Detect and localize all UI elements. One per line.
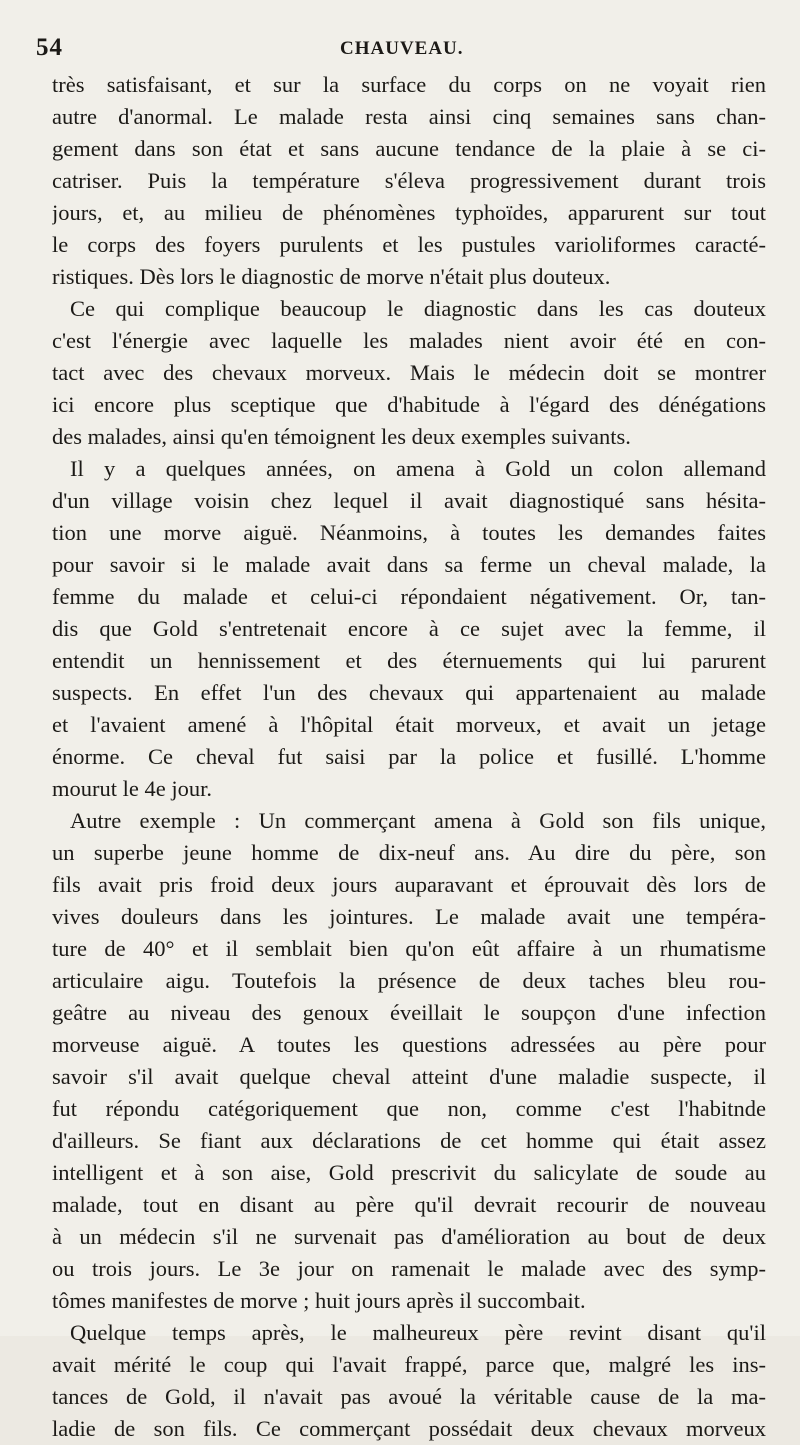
text-line: le corps des foyers purulents et les pustules varioliformes caracté- [52, 232, 766, 257]
text-line: Quelque temps après, le malheureux père revint disant qu'il [70, 1320, 766, 1345]
text-line: un superbe jeune homme de dix-neuf ans. Au dire du père, son [52, 840, 766, 865]
text-line: ture de 40° et il semblait bien qu'on eût affaire à un rhumatisme [52, 936, 766, 961]
text-line: tion une morve aiguë. Néanmoins, à toutes les demandes faites [52, 520, 766, 545]
text-line: entendit un hennissement et des éternuements qui lui parurent [52, 648, 766, 673]
running-head [34, 30, 766, 64]
text-line: tact avec des chevaux morveux. Mais le médecin doit se montrer [52, 360, 766, 385]
text-line: énorme. Ce cheval fut saisi par la police et fusillé. L'homme [52, 744, 766, 769]
text-line: avait mérité le coup qui l'avait frappé, parce que, malgré les ins- [52, 1352, 766, 1377]
text-line: gement dans son état et sans aucune tendance de la plaie à se ci- [52, 136, 766, 161]
text-line: morveuse aiguë. A toutes les questions adressées au père pour [52, 1032, 766, 1057]
text-line: ici encore plus sceptique que d'habitude à l'égard des dénégations [52, 392, 766, 417]
text-line: c'est l'énergie avec laquelle les malades nient avoir été en con- [52, 328, 766, 353]
text-line: savoir s'il avait quelque cheval atteint d'une maladie suspecte, il [52, 1064, 766, 1089]
text-line: des malades, ainsi qu'en témoignent les deux exemples suivants. [52, 424, 631, 449]
text-line: ladie de son fils. Ce commerçant possédait deux chevaux morveux [52, 1416, 766, 1441]
text-line: fils avait pris froid deux jours auparavant et éprouvait dès lors de [52, 872, 766, 897]
text-line: geâtre au niveau des genoux éveillait le soupçon d'une infection [52, 1000, 766, 1025]
text-line: à un médecin s'il ne survenait pas d'amélioration au bout de deux [52, 1224, 766, 1249]
text-line: intelligent et à son aise, Gold prescrivit du salicylate de soude au [52, 1160, 766, 1185]
text-line: malade, tout en disant au père qu'il devrait recourir de nouveau [52, 1192, 766, 1217]
text-line: fut répondu catégoriquement que non, comme c'est l'habitnde [52, 1096, 766, 1121]
text-line: autre d'anormal. Le malade resta ainsi cinq semaines sans chan- [52, 104, 766, 129]
text-line: suspects. En effet l'un des chevaux qui appartenaient au malade [52, 680, 766, 705]
text-line: Ce qui complique beaucoup le diagnostic dans les cas douteux [70, 296, 766, 321]
text-line: dis que Gold s'entretenait encore à ce sujet avec la femme, il [52, 616, 766, 641]
text-line: très satisfaisant, et sur la surface du corps on ne voyait rien [52, 72, 766, 97]
text-line: vives douleurs dans les jointures. Le malade avait une tempéra- [52, 904, 766, 929]
text-line: mourut le 4e jour. [52, 776, 212, 801]
text-line: femme du malade et celui-ci répondaient négativement. Or, tan- [52, 584, 766, 609]
running-title: CHAUVEAU. [340, 38, 464, 59]
page-number: 54 [36, 34, 63, 61]
text-line: catriser. Puis la température s'éleva progressivement durant trois [52, 168, 766, 193]
text-line: pour savoir si le malade avait dans sa ferme un cheval malade, la [52, 552, 766, 577]
text-line: tances de Gold, il n'avait pas avoué la véritable cause de la ma- [52, 1384, 766, 1409]
text-line: d'un village voisin chez lequel il avait diagnostiqué sans hésita- [52, 488, 766, 513]
text-line: Il y a quelques années, on amena à Gold un colon allemand [70, 456, 766, 481]
text-line: tômes manifestes de morve ; huit jours après il succombait. [52, 1288, 586, 1313]
text-line: articulaire aigu. Toutefois la présence de deux taches bleu rou- [52, 968, 766, 993]
text-line: jours, et, au milieu de phénomènes typhoïdes, apparurent sur tout [52, 200, 766, 225]
body-text [52, 69, 766, 1445]
text-line: Autre exemple : Un commerçant amena à Gold son fils unique, [70, 808, 766, 833]
text-line: ristiques. Dès lors le diagnostic de morve n'était plus douteux. [52, 264, 611, 289]
text-line: ou trois jours. Le 3e jour on ramenait le malade avec des symp- [52, 1256, 766, 1281]
text-line: d'ailleurs. Se fiant aux déclarations de cet homme qui était assez [52, 1128, 766, 1153]
text-line: et l'avaient amené à l'hôpital était morveux, et avait un jetage [52, 712, 766, 737]
